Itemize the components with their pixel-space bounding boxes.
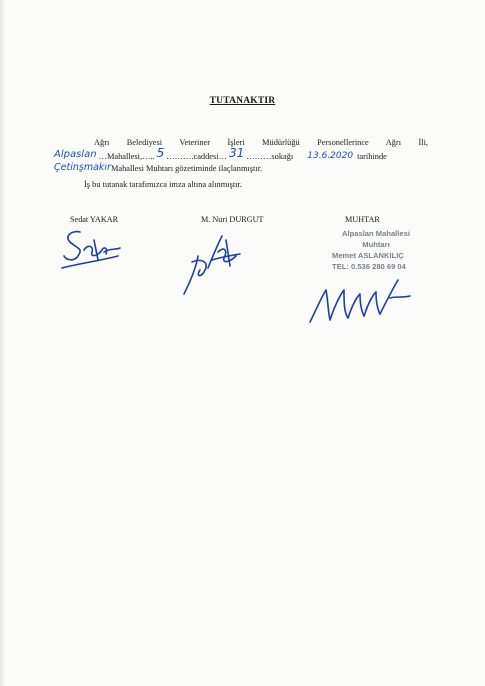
- handwritten-location: Çetinşmakır: [54, 162, 111, 173]
- handwritten-mahalle: Alpaslan: [54, 149, 97, 160]
- paragraph-line-3: [54, 162, 428, 175]
- signature-2-icon: [178, 228, 244, 300]
- stamp-line-2: Muhtarı: [362, 240, 390, 249]
- official-stamp: [328, 228, 424, 272]
- sokak-text: ………sokağı: [246, 152, 294, 161]
- stamp-line-4: TEL: 0.536 280 69 04: [332, 262, 406, 271]
- statement: İş bu tutanak tarafımızca imza altına alınmıştır.: [84, 180, 242, 189]
- paragraph-line-1-text: Ağrı Belediyesi Veteriner İşleri Müdürlüğü Personellerince Ağrı İli,: [94, 138, 428, 147]
- location-text: Mahallesi Muhtarı gözetiminde ilaçlanmıştır.: [110, 164, 263, 173]
- mahalle-text: …Mahallesi,…..: [98, 152, 155, 161]
- cadde-text: ……….caddesi…: [166, 152, 227, 161]
- paragraph-line-2: [54, 146, 428, 162]
- handwritten-cadde: 5: [156, 146, 165, 160]
- handwritten-date: 13.6.2020: [307, 151, 354, 161]
- handwritten-sokak: 31: [228, 146, 245, 160]
- date-text: tarihinde: [357, 152, 387, 161]
- stamp-line-3: Memet ASLANKILIÇ: [332, 251, 404, 260]
- paragraph-line-1: [84, 136, 428, 149]
- signer-name-1: Sedat YAKAR: [70, 215, 119, 224]
- signature-3-icon: [306, 276, 414, 326]
- signature-1-icon: [58, 226, 124, 276]
- signer-name-3: MUHTAR: [345, 215, 380, 224]
- stamp-line-1: Alpaslan Mahallesi: [342, 229, 410, 238]
- signer-name-2: M. Nuri DURGUT: [201, 215, 264, 224]
- body-paragraph: [54, 136, 428, 175]
- document-title: TUTANAKTIR: [209, 96, 276, 106]
